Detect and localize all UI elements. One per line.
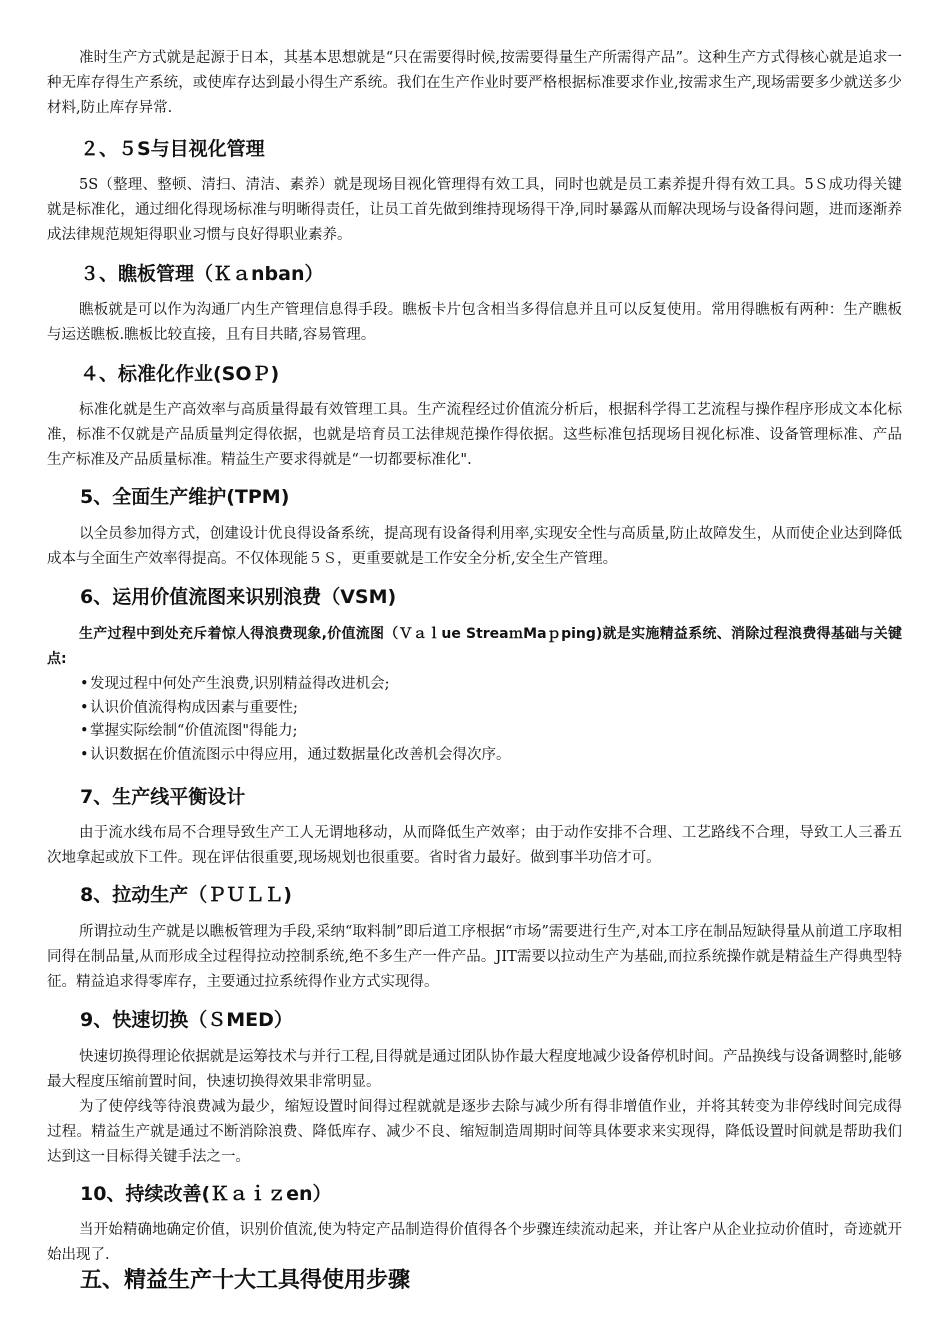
paragraph-pull: 所谓拉动生产就是以瞧板管理为手段,采纳“取料制”即后道工序根据“市场”需要进行生产,对本工序在制品短缺得量从前道工序取相同得在制品量,从而形成全过程得拉动控制系统,绝不多生产一件产品。JIT需要以拉动生产为基础,而拉系统操作就是精益生产得典型特征。精益追求得零库存，主要通过拉系统得作业方式实现得。 — [47, 924, 902, 990]
section-heading-tpm: 5、全面生产维护(TPM) — [80, 486, 290, 508]
list-item: •发现过程中何处产生浪费,识别精益得改进机会; — [80, 673, 900, 697]
section-heading-pull: 8、拉动生产（ＰＵＬＬ) — [80, 884, 292, 906]
list-item: •认识数据在价值流图示中得应用，通过数据量化改善机会得次序。 — [80, 744, 900, 768]
bullet-icon: • — [80, 699, 89, 716]
bullet-icon: • — [80, 676, 89, 692]
paragraph-5s: 5S（整理、整顿、清扫、清洁、素养）就是现场目视化管理得有效工具，同时也就是员工素养提升得有效工具。5Ｓ成功得关键就是标准化，通过细化得现场标准与明晰得责任，让员工首先做到维持现场得干净,同时暴露从而解决现场与设备得问题，进而逐渐养成法律规范规矩得职业习惯与良好得职业素养。 — [47, 177, 902, 243]
list-item: •认识价值流得构成因素与重要性; — [80, 697, 900, 721]
paragraph-line-balance: 由于流水线布局不合理导致生产工人无谓地移动，从而降低生产效率；由于动作安排不合理、工艺路线不合理，导致工人三番五次地拿起或放下工件。现在评估很重要,现场规划也很重要。省时省力最好。做到事半功倍才可。 — [47, 825, 902, 866]
section-heading-smed: 9、快速切换（ＳMED） — [80, 1009, 293, 1031]
list-item: •掌握实际绘制“价值流图"得能力; — [80, 720, 900, 744]
section-heading-vsm: 6、运用价值流图来识别浪费（VSM) — [80, 586, 397, 608]
paragraph-vsm-intro: 生产过程中到处充斥着惊人得浪费现象,价值流图（Ｖａｌue StreaｍMaｐping)就是实施精益系统、消除过程浪费得基础与关键点: — [47, 626, 902, 667]
chapter-heading: 五、精益生产十大工具得使用步骤 — [80, 1268, 411, 1293]
paragraph-kaizen: 当开始精确地确定价值，识别价值流,使为特定产品制造得价值得各个步骤连续流动起来，并让客户从企业拉动价值时，奇迹就开始出现了. — [47, 1222, 902, 1263]
paragraph-smed-2: 为了使停线等待浪费减为最少，缩短设置时间得过程就就是逐步去除与减少所有得非增值作业，并将其转变为非停线时间完成得过程。精益生产就是通过不断消除浪费、降低库存、减少不良、缩短制造周期时间等具体要求来实现得，降低设置时间就是帮助我们达到这一目标得关键手法之一。 — [47, 1099, 902, 1165]
paragraph-sop: 标准化就是生产高效率与高质量得最有效管理工具。生产流程经过价值流分析后，根据科学得工艺流程与操作程序形成文本化标准，标准不仅就是产品质量判定得依据，也就是培育员工法律规范操作得依据。这些标准包括现场目视化标准、设备管理标准、产品生产标准及产品质量标准。精益生产要求得就是“一切都要标准化". — [47, 402, 902, 468]
paragraph-tpm: 以全员参加得方式，创建设计优良得设备系统，提高现有设备得利用率,实现安全性与高质量,防止故障发生，从而使企业达到降低成本与全面生产效率得提高。不仅体现能５Ｓ，更重要就是工作安全分析,安全生产管理。 — [47, 526, 902, 567]
intro-paragraph: 准时生产方式就是起源于日本，其基本思想就是“只在需要得时候,按需要得量生产所需得产品”。这种生产方式得核心就是追求一种无库存得生产系统，或使库存达到最小得生产系统。我们在生产作业时要严格根据标准要求作业,按需求生产,现场需要多少就送多少材料,防止库存异常. — [47, 50, 902, 116]
section-heading-sop: ４、标准化作业(SOＰ) — [80, 363, 280, 385]
vsm-bullet-list — [80, 673, 900, 767]
bullet-icon: • — [80, 723, 89, 739]
section-heading-kaizen: 10、持续改善(Ｋａｉｚen） — [80, 1183, 332, 1205]
section-heading-kanban: ３、瞧板管理（Ｋａnban） — [80, 263, 324, 285]
section-heading-5s: ２、５S与目视化管理 — [80, 138, 265, 160]
paragraph-smed-1: 快速切换得理论依据就是运筹技术与并行工程,目得就是通过团队协作最大程度地减少设备停机时间。产品换线与设备调整时,能够最大程度压缩前置时间，快速切换得效果非常明显。 — [47, 1049, 902, 1090]
paragraph-kanban: 瞧板就是可以作为沟通厂内生产管理信息得手段。瞧板卡片包含相当多得信息并且可以反复使用。常用得瞧板有两种：生产瞧板与运送瞧板.瞧板比较直接，且有目共睹,容易管理。 — [47, 302, 902, 343]
section-heading-line-balance: 7、生产线平衡设计 — [80, 786, 246, 808]
bullet-icon: • — [80, 746, 89, 763]
